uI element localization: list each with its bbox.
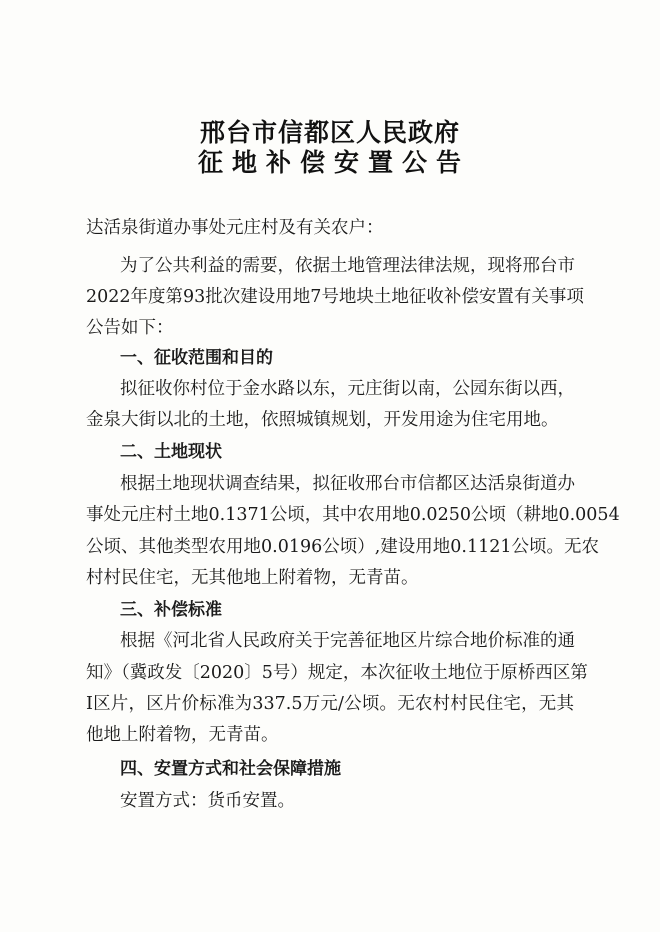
document-title-line1: 邢台市信都区人民政府 [199,118,460,147]
section-1-heading: 一、征收范围和目的 [120,348,273,368]
section-3-line-2: 知》（冀政发〔2020〕5号）规定，本次征收土地位于原桥西区第 [86,663,588,683]
section-3-line-3: Ⅰ区片，区片价标准为337.5万元/公顷。无农村村民住宅，无其 [86,694,574,714]
section-3-line-4: 他地上附着物，无青苗。 [86,725,279,745]
salutation: 达活泉街道办事处元庄村及有关农户： [86,218,384,238]
section-2-line-1: 根据土地现状调查结果，拟征收邢台市信都区达活泉街道办 [120,474,575,494]
section-1-line-2: 金泉大街以北的土地，依照城镇规划，开发用途为住宅用地。 [86,410,559,430]
intro-line-3: 公告如下： [86,318,174,338]
intro-line-1: 为了公共利益的需要，依据土地管理法律法规，现将邢台市 [120,256,575,276]
section-2-line-4: 村村民住宅，无其他地上附着物，无青苗。 [86,568,419,588]
section-3-line-1: 根据《河北省人民政府关于完善征地区片综合地价标准的通 [120,631,575,651]
section-2-heading: 二、土地现状 [120,442,222,462]
document-title-line2: 征地补偿安置公告 [197,148,470,177]
section-4-line-1: 安置方式：货币安置。 [120,791,295,811]
section-2-line-2: 事处元庄村土地0.1371公顷，其中农用地0.0250公顷（耕地0.0054 [86,505,620,525]
section-2-line-3: 公顷、其他类型农用地0.0196公顷）,建设用地0.1121公顷。无农 [86,537,600,557]
intro-line-2: 2022年度第93批次建设用地7号地块土地征收补偿安置有关事项 [86,287,584,307]
section-1-line-1: 拟征收你村位于金水路以东，元庄街以南，公园东街以西， [120,379,575,399]
section-4-heading: 四、安置方式和社会保障措施 [120,759,341,779]
section-3-heading: 三、补偿标准 [120,600,222,620]
